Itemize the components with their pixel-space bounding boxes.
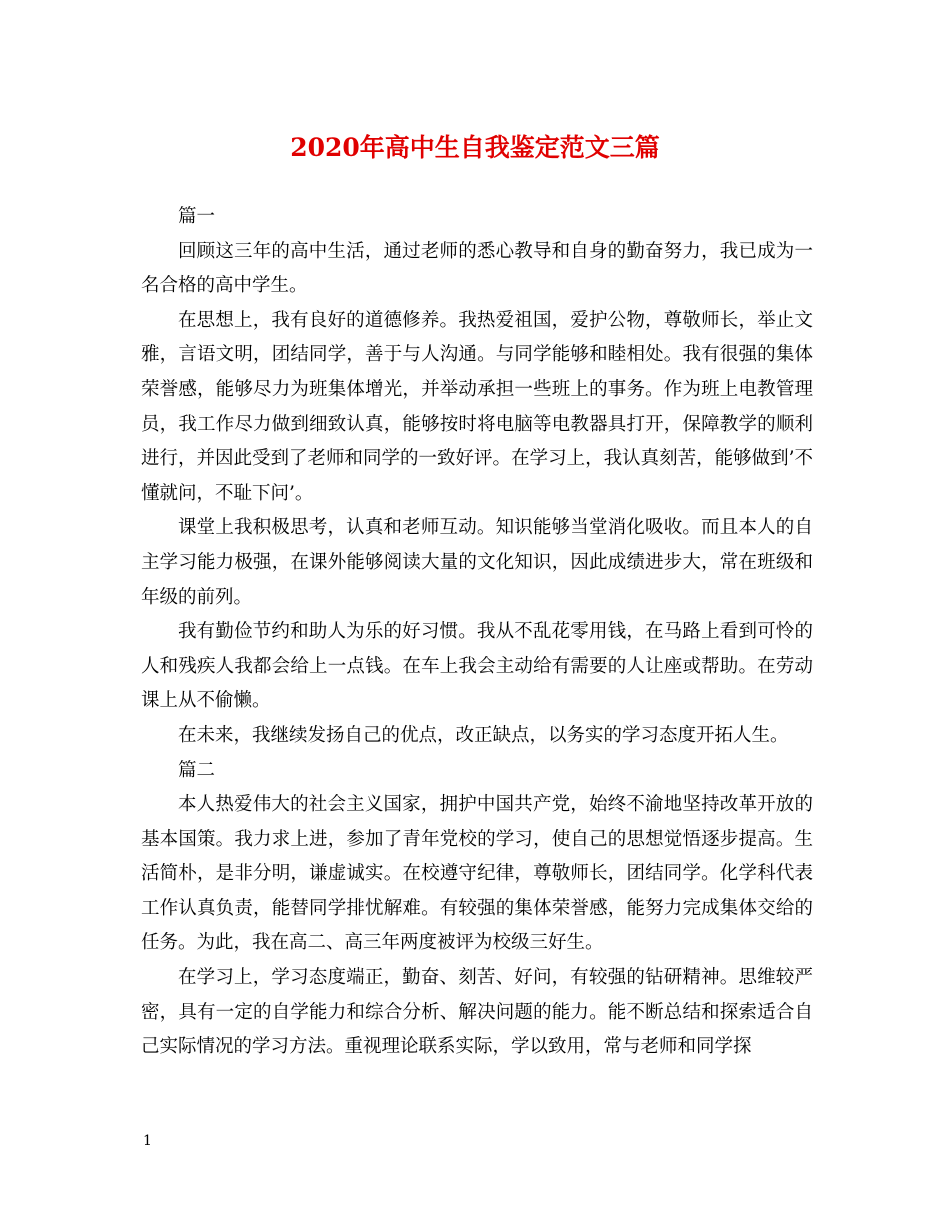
- body-paragraph: 在未来，我继续发扬自己的优点，改正缺点，以务实的学习态度开拓人生。: [178, 724, 789, 746]
- body-paragraph: 我有勤俭节约和助人为乐的好习惯。我从不乱花零用钱，在马路上看到可怜的人和残疾人我都会给上一点钱。在车上我会主动给有需要的人让座或帮助。在劳动课上从不偷懒。: [141, 621, 813, 712]
- document-title: 2020年高中生自我鉴定范文三篇: [290, 133, 660, 162]
- section-heading: 篇二: [178, 759, 216, 781]
- body-paragraph: 本人热爱伟大的社会主义国家，拥护中国共产党，始终不渝地坚持改革开放的基本国策。我力求上进，参加了青年党校的学习，使自己的思想觉悟逐步提高。生活简朴，是非分明，谦虚诚实。在校遵守纪律，尊敬师长，团结同学。化学科代表工作认真负责，能替同学排忧解难。有较强的集体荣誉感，能努力完成集体交给的任务。为此，我在高二、高三年两度被评为校级三好生。: [141, 794, 813, 954]
- document-body: [141, 200, 813, 1065]
- section-heading: 篇一: [178, 206, 216, 227]
- page-number: 1: [143, 1133, 152, 1149]
- body-paragraph: 课堂上我积极思考，认真和老师互动。知识能够当堂消化吸收。而且本人的自主学习能力极强，在课外能够阅读大量的文化知识，因此成绩进步大，常在班级和年级的前列。: [141, 517, 813, 608]
- body-paragraph: 回顾这三年的高中生活，通过老师的悉心教导和自身的勤奋努力，我已成为一名合格的高中学生。: [141, 240, 813, 297]
- body-paragraph: 在学习上，学习态度端正，勤奋、刻苦、好问，有较强的钻研精神。思维较严密，具有一定的自学能力和综合分析、解决问题的能力。能不断总结和探索适合自己实际情况的学习方法。重视理论联系实际，学以致用，常与老师和同学探: [141, 967, 813, 1058]
- body-paragraph: 在思想上，我有良好的道德修养。我热爱祖国，爱护公物，尊敬师长，举止文雅，言语文明，团结同学，善于与人沟通。与同学能够和睦相处。我有很强的集体荣誉感，能够尽力为班集体增光，并举动承担一些班上的事务。作为班上电教管理员，我工作尽力做到细致认真，能够按时将电脑等电教器具打开，保障教学的顺利进行，并因此受到了老师和同学的一致好评。在学习上，我认真刻苦，能够做到’不懂就问，不耻下问’。: [141, 309, 813, 504]
